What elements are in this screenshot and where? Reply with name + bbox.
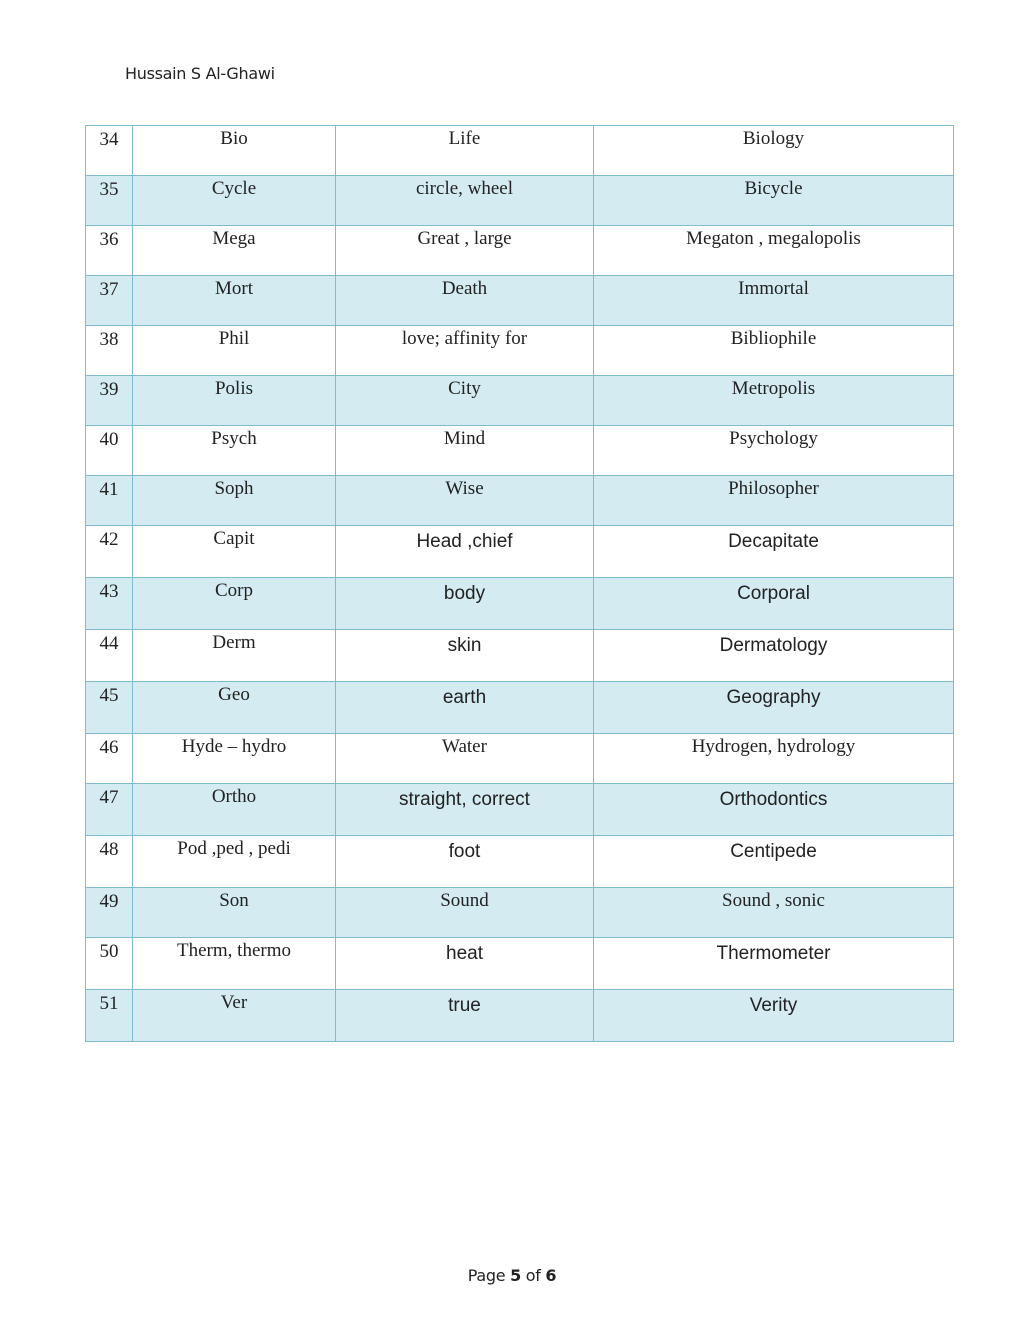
example-cell: Biology <box>594 126 954 176</box>
example-cell: Orthodontics <box>594 784 954 836</box>
table-row <box>86 326 954 376</box>
table-row <box>86 226 954 276</box>
meaning-cell: City <box>336 376 594 426</box>
example-cell: Verity <box>594 990 954 1042</box>
table-row <box>86 938 954 990</box>
meaning-cell: Sound <box>336 888 594 938</box>
meaning-cell: straight, correct <box>336 784 594 836</box>
table-row <box>86 526 954 578</box>
root-cell: Pod ,ped , pedi <box>133 836 336 888</box>
root-cell: Mega <box>133 226 336 276</box>
meaning-cell: Head ,chief <box>336 526 594 578</box>
meaning-cell: Life <box>336 126 594 176</box>
example-cell: Immortal <box>594 276 954 326</box>
root-cell: Bio <box>133 126 336 176</box>
root-cell: Capit <box>133 526 336 578</box>
root-cell: Psych <box>133 426 336 476</box>
row-number: 34 <box>86 126 133 176</box>
root-cell: Mort <box>133 276 336 326</box>
row-number: 37 <box>86 276 133 326</box>
meaning-cell: love; affinity for <box>336 326 594 376</box>
example-cell: Hydrogen, hydrology <box>594 734 954 784</box>
table-row <box>86 836 954 888</box>
meaning-cell: circle, wheel <box>336 176 594 226</box>
table-row <box>86 176 954 226</box>
example-cell: Megaton , megalopolis <box>594 226 954 276</box>
table-row <box>86 630 954 682</box>
root-cell: Ver <box>133 990 336 1042</box>
root-cell: Geo <box>133 682 336 734</box>
example-cell: Metropolis <box>594 376 954 426</box>
table-row <box>86 376 954 426</box>
root-cell: Soph <box>133 476 336 526</box>
page-footer <box>0 1266 1024 1285</box>
table-row <box>86 476 954 526</box>
row-number: 49 <box>86 888 133 938</box>
root-cell: Therm, thermo <box>133 938 336 990</box>
meaning-cell: skin <box>336 630 594 682</box>
page-header-author: Hussain S Al-Ghawi <box>125 64 275 83</box>
meaning-cell: true <box>336 990 594 1042</box>
example-cell: Centipede <box>594 836 954 888</box>
example-cell: Bibliophile <box>594 326 954 376</box>
root-cell: Polis <box>133 376 336 426</box>
meaning-cell: foot <box>336 836 594 888</box>
row-number: 50 <box>86 938 133 990</box>
example-cell: Psychology <box>594 426 954 476</box>
row-number: 44 <box>86 630 133 682</box>
meaning-cell: Great , large <box>336 226 594 276</box>
row-number: 51 <box>86 990 133 1042</box>
row-number: 47 <box>86 784 133 836</box>
table-row <box>86 682 954 734</box>
row-number: 43 <box>86 578 133 630</box>
example-cell: Corporal <box>594 578 954 630</box>
page-of-label: of <box>525 1266 541 1285</box>
table-row <box>86 276 954 326</box>
root-cell: Derm <box>133 630 336 682</box>
row-number: 45 <box>86 682 133 734</box>
example-cell: Geography <box>594 682 954 734</box>
row-number: 39 <box>86 376 133 426</box>
row-number: 42 <box>86 526 133 578</box>
table-row <box>86 734 954 784</box>
example-cell: Bicycle <box>594 176 954 226</box>
meaning-cell: body <box>336 578 594 630</box>
table-row <box>86 126 954 176</box>
meaning-cell: Water <box>336 734 594 784</box>
row-number: 41 <box>86 476 133 526</box>
example-cell: Dermatology <box>594 630 954 682</box>
meaning-cell: earth <box>336 682 594 734</box>
total-pages-number: 6 <box>545 1266 557 1285</box>
meaning-cell: Wise <box>336 476 594 526</box>
example-cell: Decapitate <box>594 526 954 578</box>
root-cell: Ortho <box>133 784 336 836</box>
current-page-number: 5 <box>510 1266 521 1285</box>
root-cell: Hyde – hydro <box>133 734 336 784</box>
root-cell: Son <box>133 888 336 938</box>
root-cell: Corp <box>133 578 336 630</box>
row-number: 46 <box>86 734 133 784</box>
table-row <box>86 426 954 476</box>
table-row <box>86 784 954 836</box>
table-row <box>86 578 954 630</box>
row-number: 48 <box>86 836 133 888</box>
row-number: 40 <box>86 426 133 476</box>
row-number: 35 <box>86 176 133 226</box>
meaning-cell: heat <box>336 938 594 990</box>
page-label: Page <box>467 1266 506 1285</box>
example-cell: Thermometer <box>594 938 954 990</box>
example-cell: Sound , sonic <box>594 888 954 938</box>
word-roots-table <box>85 125 954 1042</box>
root-cell: Phil <box>133 326 336 376</box>
table-row <box>86 888 954 938</box>
table-row <box>86 990 954 1042</box>
row-number: 38 <box>86 326 133 376</box>
meaning-cell: Death <box>336 276 594 326</box>
example-cell: Philosopher <box>594 476 954 526</box>
meaning-cell: Mind <box>336 426 594 476</box>
row-number: 36 <box>86 226 133 276</box>
root-cell: Cycle <box>133 176 336 226</box>
